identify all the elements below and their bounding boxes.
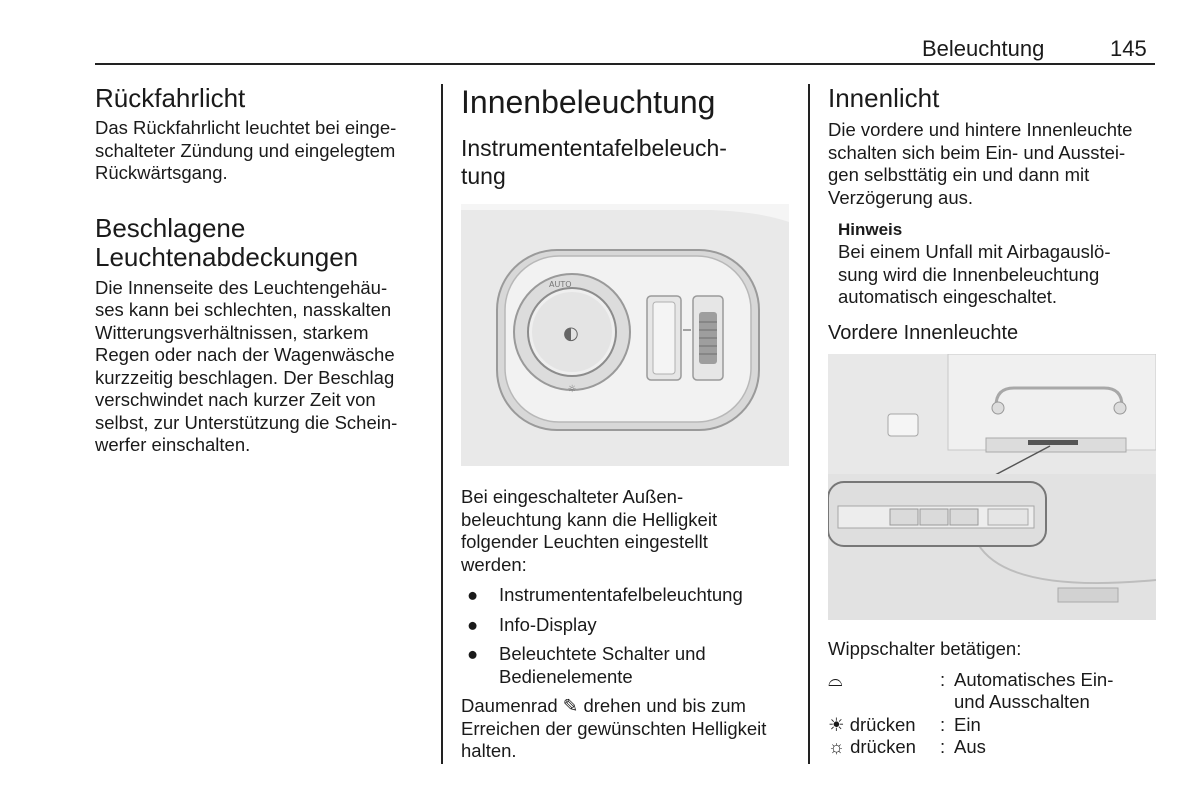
note-title: Hinweis <box>838 220 903 239</box>
light-on-icon: ☀ <box>828 713 845 735</box>
heading-beschlagene: Beschlagene Leuchtenabdeckungen <box>95 212 359 272</box>
column-2 <box>461 84 796 190</box>
list-item: ● Instrumententafelbeleuchtung <box>467 584 743 605</box>
table-row: ☼ drücken : Aus <box>828 736 986 757</box>
figure-front-interior-light <box>828 354 1156 620</box>
paragraph-innenlicht: Die vordere und hintere Innenleuchte schalten sich beim Ein- und Ausstei- gen selbsttätig ein und dann mit Verzögerung aus. <box>828 119 1133 208</box>
heading-instrumententafel: Instrumententafelbeleuch- tung <box>461 135 727 189</box>
column-divider-2 <box>808 84 810 764</box>
paragraph-daumenrad: Daumenrad ✎ drehen und bis zum Erreichen der gewünschten Helligkeit halten. <box>461 695 767 761</box>
sun-icon: ☼ <box>567 384 577 395</box>
switch-table <box>828 669 1158 759</box>
heading-innenlicht: Innenlicht <box>828 83 940 113</box>
heading-vordere-innenleuchte: Vordere Innenleuchte <box>828 321 1019 344</box>
fog-light-icon: ◐ <box>563 323 579 344</box>
column-2-body <box>461 486 801 763</box>
door-contact-icon: ⌓ <box>828 668 843 690</box>
heading-innenbeleuchtung: Innenbeleuchtung <box>461 84 716 120</box>
header-title: Beleuchtung <box>922 36 1045 61</box>
light-off-icon: ☼ <box>828 736 845 757</box>
table-row: und Ausschalten <box>954 691 1090 712</box>
bullet-list <box>461 584 801 688</box>
paragraph-beschlagene: Die Innenseite des Leuchtengehäu- ses kann bei schlechten, nasskalten Witterungsverhältnissen, starkem Regen oder nach der Wagenwäsche kurzzeitig beschlagen. Der Beschlag verschwindet nach kurzer Zeit von selbst, zur Unterstützung die Schein- werfer einschalten. <box>95 276 398 455</box>
note-text: Bei einem Unfall mit Airbagauslö- sung wird die Innenbeleuchtung automatisch eingeschaltet. <box>838 241 1111 307</box>
interior-light-illustration <box>828 354 1156 620</box>
table-row: ☀ drücken : Ein <box>828 713 981 735</box>
header-rule <box>95 63 1155 65</box>
list-item: ● Info-Display <box>467 613 597 635</box>
column-divider-1 <box>441 84 443 764</box>
paragraph-wippschalter: Wippschalter betätigen: <box>828 638 1022 659</box>
auto-label: AUTO <box>549 280 572 289</box>
column-1 <box>95 84 430 457</box>
list-item: ● Beleuchtete Schalter und Bedienelemente <box>467 643 706 687</box>
light-switch-illustration <box>461 204 789 466</box>
paragraph-rueckfahrlicht: Das Rückfahrlicht leuchtet bei einge- schalteter Zündung und eingelegtem Rückwärtsgang. <box>95 117 397 183</box>
table-row: ⌓ : Automatisches Ein- <box>828 668 1114 690</box>
figure-light-switch <box>461 204 789 466</box>
heading-rueckfahrlicht: Rückfahrlicht <box>95 83 246 113</box>
note-box <box>828 219 1158 309</box>
paragraph-aussenbeleuchtung: Bei eingeschalteter Außen- beleuchtung kann die Helligkeit folgender Leuchten eingestellt werden: <box>461 486 718 575</box>
page-number: 145 <box>1110 36 1147 61</box>
column-3 <box>828 84 1158 345</box>
column-3-body <box>828 638 1158 759</box>
